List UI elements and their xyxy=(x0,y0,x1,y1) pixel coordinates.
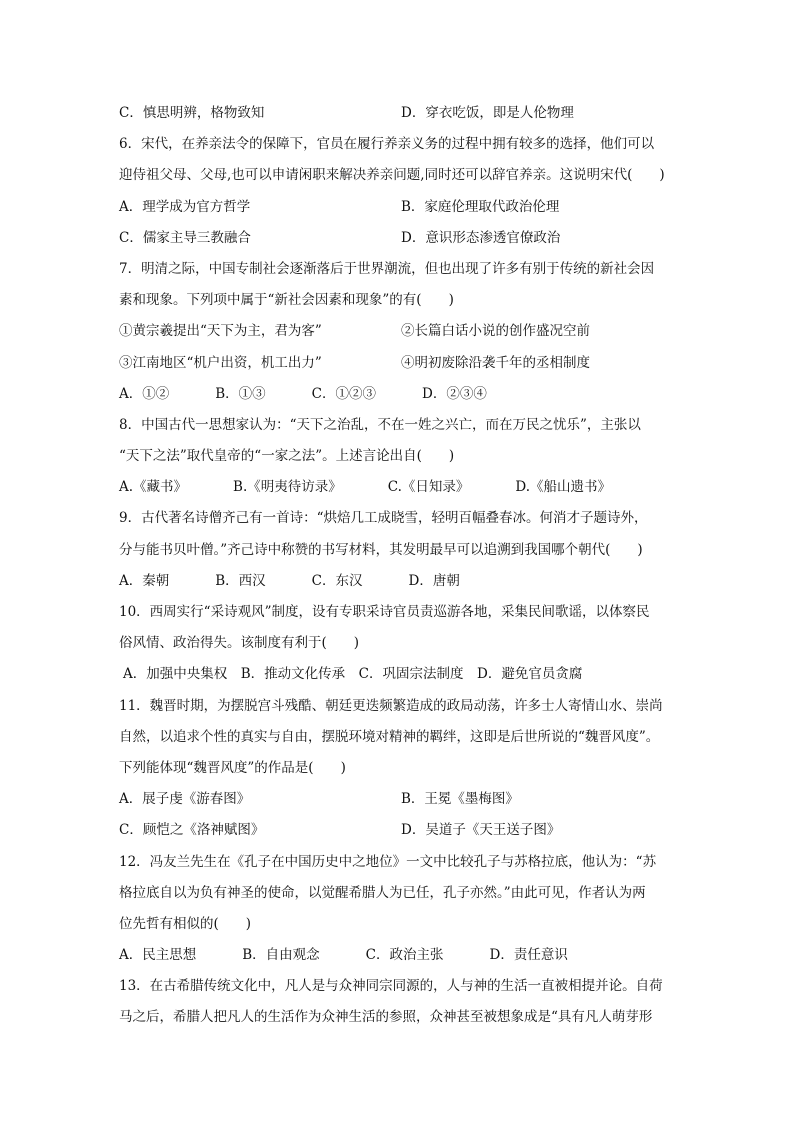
option-a: A．展子虔《游春图》 xyxy=(119,791,251,808)
option-row xyxy=(119,940,679,971)
option-b: B.《明夷待访录》 xyxy=(233,479,342,496)
option-row xyxy=(119,472,679,503)
option-a: A．秦朝 xyxy=(119,572,170,589)
question-text-line: 8．中国古代一思想家认为：“天下之治乱，不在一姓之兴亡，而在万民之忧乐”，主张以 xyxy=(119,416,641,433)
question-text-line: 9．古代著名诗僧齐己有一首诗：“烘焙几工成晓雪，轻明百幅叠春冰。何消才子题诗外， xyxy=(119,510,648,527)
question-text-line: 11．魏晋时期，为摆脱宫斗残酷、朝廷更迭频繁造成的政局动荡，许多士人寄情山水、崇尚 xyxy=(119,697,663,714)
option-b: D．穿衣吃饭，即是人伦物理 xyxy=(401,105,574,121)
option-row xyxy=(119,98,679,129)
option-d: D.《船山遗书》 xyxy=(515,479,612,496)
question-text-line: 下列能体现“魏晋风度”的作品是( ) xyxy=(119,759,346,776)
option-a: A．民主思想 xyxy=(119,947,197,964)
option-row xyxy=(119,815,679,846)
option-row xyxy=(119,316,679,347)
option-b: B．王冕《墨梅图》 xyxy=(401,791,519,808)
option-a: ①黄宗羲提出“天下为主，君为客” xyxy=(119,323,322,340)
option-c: C.《日知录》 xyxy=(387,479,470,496)
option-row xyxy=(119,348,679,379)
option-a: ③江南地区“机户出资，机工出力” xyxy=(119,354,322,371)
option-d: D．责任意识 xyxy=(489,947,568,964)
question-text-line: “天下之法”取代皇帝的“一家之法”。上述言论出自( ) xyxy=(119,448,455,465)
option-c: C．东汉 xyxy=(311,572,363,589)
option-b: B．家庭伦理取代政治伦理 xyxy=(401,198,560,215)
question-text-line: A．加强中央集权 B．推动文化传承 C．巩固宗法制度 D．避免官员贪腐 xyxy=(123,666,583,683)
option-b: B．自由观念 xyxy=(242,947,320,964)
option-row xyxy=(119,566,679,597)
question-text-line: 马之后，希腊人把凡人的生活作为众神生活的参照，众神甚至被想象成是“具有凡人萌芽形 xyxy=(119,1009,653,1026)
option-a: C．慎思明辨，格物致知 xyxy=(119,105,265,121)
option-d: D．唐朝 xyxy=(408,572,460,589)
option-a: A．①② xyxy=(119,385,170,402)
option-a: C．儒家主导三教融合 xyxy=(119,229,251,246)
option-b: D．吴道子《天王送子图》 xyxy=(401,822,561,839)
option-b: ②长篇白话小说的创作盛况空前 xyxy=(401,323,590,340)
question-text-line: 13．在古希腊传统文化中，凡人是与众神同宗同源的，人与神的生活一直被相提并论。自荷 xyxy=(119,978,663,995)
option-b: D．意识形态渗透官僚政治 xyxy=(401,229,561,246)
option-row xyxy=(119,379,679,410)
question-list xyxy=(119,98,679,1034)
option-a: C．顾恺之《洛神赋图》 xyxy=(119,822,265,839)
option-b: B．①③ xyxy=(215,385,266,402)
question-text-line: 迎侍祖父母、父母,也可以申请闲职来解决养亲问题,同时还可以辞官养亲。这说明宋代( ) xyxy=(119,167,665,184)
question-text-line: 12．冯友兰先生在《孔子在中国历史中之地位》一文中比较孔子与苏格拉底，他认为：“苏 xyxy=(119,853,657,870)
question-text-line: 7．明清之际，中国专制社会逐渐落后于世界潮流，但也出现了许多有别于传统的新社会因 xyxy=(119,260,655,277)
option-d: D．②③④ xyxy=(422,385,487,402)
option-a: A.《藏书》 xyxy=(119,479,188,496)
question-text-line: 俗风情、政治得失。该制度有利于( ) xyxy=(119,635,360,652)
option-row xyxy=(119,192,679,223)
question-text-line: 位先哲有相似的( ) xyxy=(119,915,252,932)
option-row xyxy=(119,784,679,815)
question-text-line: 格拉底自以为负有神圣的使命，以觉醒希腊人为已任，孔子亦然。”由此可见，作者认为两 xyxy=(119,884,646,901)
option-a: A．理学成为官方哲学 xyxy=(119,198,251,215)
option-c: C．①②③ xyxy=(311,385,377,402)
question-text-line: 10．西周实行“采诗观风”制度，设有专职采诗官员责巡游各地，采集民间歌谣，以体察民 xyxy=(119,604,650,620)
question-text-line: 分与能书贝叶僧。”齐己诗中称赞的书写材料，其发明最早可以追溯到我国哪个朝代( ) xyxy=(119,541,643,558)
option-b: ④明初废除沿袭千年的丞相制度 xyxy=(401,354,590,371)
option-b: B．西汉 xyxy=(215,572,266,589)
question-text-line: 素和现象。下列项中属于“新社会因素和现象”的有( ) xyxy=(119,292,454,309)
question-text-line: 6．宋代，在养亲法令的保障下，官员在履行养亲义务的过程中拥有较多的选择，他们可以 xyxy=(119,136,655,153)
option-row xyxy=(119,223,679,254)
option-c: C．政治主张 xyxy=(365,947,444,964)
question-text-line: 自然，以追求个性的真实与自由，摆脱环境对精神的羁绊，这即是后世所说的“魏晋风度”。 xyxy=(119,728,660,745)
